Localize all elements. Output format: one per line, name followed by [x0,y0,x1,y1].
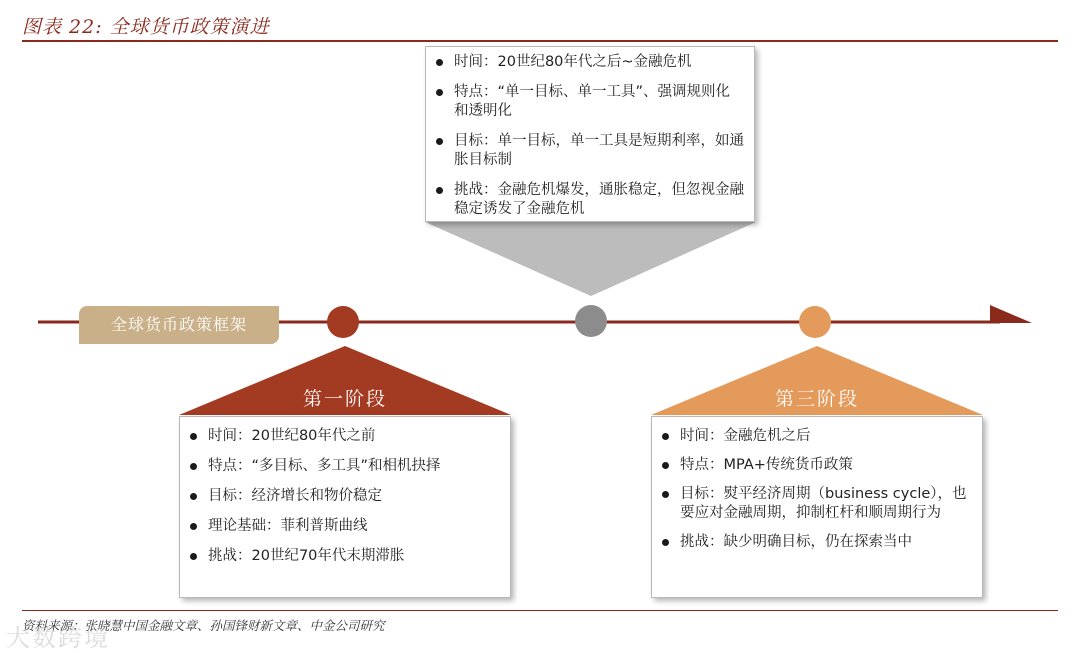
framework-label: 全球货币政策框架 [79,306,279,344]
stage2-item: 目标：单一目标，单一工具是短期利率，如通胀目标制 [432,132,744,170]
stage1-item: 目标：经济增长和物价稳定 [186,487,500,506]
stage2-item: 特点：“单一目标、单一工具”、强调规则化和透明化 [432,83,744,121]
stage2-box [425,46,755,222]
source-note: 资料来源：张晓慧中国金融文章、孙国锋财新文章、中金公司研究 [22,618,385,633]
source-rule [22,610,1058,611]
stage2-node [575,305,607,337]
stage1-item: 时间：20世纪80年代之前 [186,427,500,446]
stage3-label: 第三阶段 [774,388,859,410]
stage1-item: 理论基础：菲利普斯曲线 [186,517,500,536]
stage3-item: 时间：金融危机之后 [658,427,972,446]
timeline-arrowhead [990,305,1032,323]
stage1-label: 第一阶段 [302,388,387,410]
stage3-item: 挑战：缺少明确目标，仍在探索当中 [658,533,972,552]
stage2-callout-triangle [425,222,756,296]
figure-title: 图表 22: 全球货币政策演进 [22,16,270,38]
stage1-item: 挑战：20世纪70年代末期滞胀 [186,547,500,566]
stage1-item: 特点：“多目标、多工具”和相机抉择 [186,457,500,476]
stage2-item: 时间：20世纪80年代之后~金融危机 [432,53,744,72]
watermark-logo: 大数跨境 [6,624,110,652]
stage1-box [179,416,511,598]
stage3-item: 特点：MPA+传统货币政策 [658,456,972,475]
stage3-item: 目标：熨平经济周期（business cycle），也要应对金融周期，抑制杠杆和顺周期行为 [658,485,972,523]
stage1-node [327,306,359,338]
stage3-node [799,306,831,338]
stage2-item: 挑战：金融危机爆发，通胀稳定，但忽视金融稳定诱发了金融危机 [432,181,744,219]
stage3-box [651,416,983,598]
